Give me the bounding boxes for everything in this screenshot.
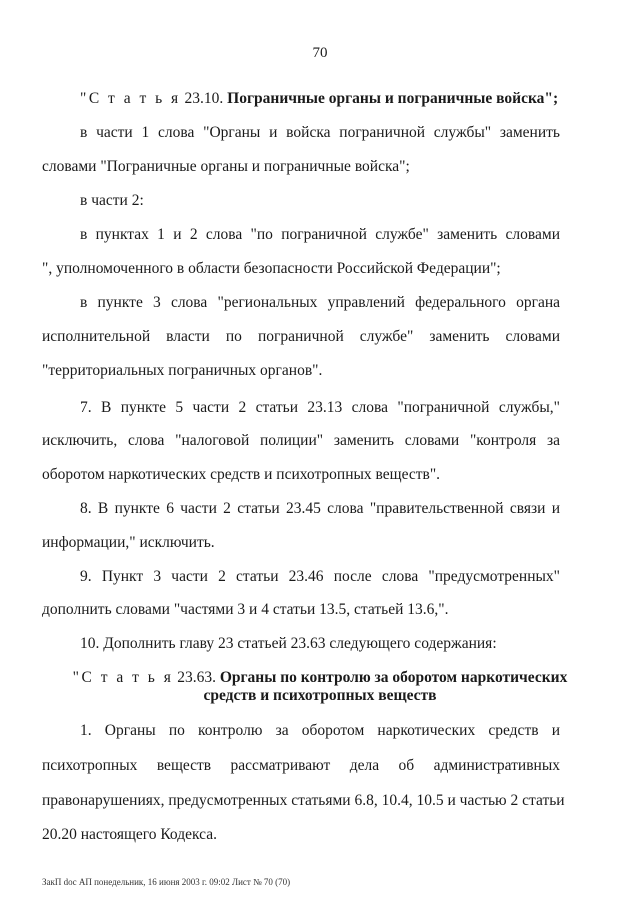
article-title-continued: средств и психотропных веществ [203,687,437,704]
text-line: 9. Пункт 3 части 2 статьи 23.46 после слова "предусмотренных" [80,568,560,585]
article-number: 23.63. [177,669,216,686]
article-23-10-heading [80,90,560,108]
article-word: "С т а т ь я [80,90,181,107]
text-line: психотропных веществ рассматривают дела об административных [42,757,560,774]
text-line: 7. В пункте 5 части 2 статьи 23.13 слова "пограничной службы," [80,399,560,416]
text-line: ", уполномоченного в области безопасности Российской Федерации"; [42,260,501,277]
text-line: "территориальных пограничных органов". [42,362,323,379]
article-title: Пограничные органы и пограничные войска"; [227,90,559,107]
text-line: правонарушениях, предусмотренных статьями 6.8, 10.4, 10.5 и частью 2 статьи [42,792,565,809]
article-23-63-heading [0,669,640,687]
text-line: 10. Дополнить главу 23 статьей 23.63 следующего содержания: [80,635,497,652]
text-line: информации," исключить. [42,534,215,551]
article-word: "С т а т ь я [72,669,174,686]
text-line: 1. Органы по контролю за оборотом наркотических средств и [80,722,560,739]
text-line: оборотом наркотических средств и психотропных веществ". [42,466,441,483]
page-footer: ЗакП doc АП понедельник, 16 июня 2003 г. 09:02 Лист № 70 (70) [42,877,291,887]
text-line: 8. В пункте 6 части 2 статьи 23.45 слова "правительственной связи и [80,500,560,517]
text-line: в пункте 3 слова "региональных управлений федерального органа [80,294,560,311]
article-23-63-heading-line2 [0,687,640,705]
text-line: в части 1 слова "Органы и войска пограничной службы" заменить [80,124,560,141]
article-title: Органы по контролю за оборотом наркотических [219,669,568,686]
text-line: 20.20 настоящего Кодекса. [42,826,217,843]
text-line: в части 2: [80,192,144,209]
text-line: в пунктах 1 и 2 слова "по пограничной службе" заменить словами [80,226,560,243]
text-line: дополнить словами "частями 3 и 4 статьи 13.5, статьей 13.6,". [42,601,449,618]
text-line: исключить, слова "налоговой полиции" заменить словами "контроля за [42,432,560,449]
article-number: 23.10. [184,90,224,107]
text-line: исполнительной власти по пограничной службе" заменить словами [42,328,560,345]
page-number: 70 [312,45,328,61]
text-line: словами "Пограничные органы и пограничные войска"; [42,158,410,175]
